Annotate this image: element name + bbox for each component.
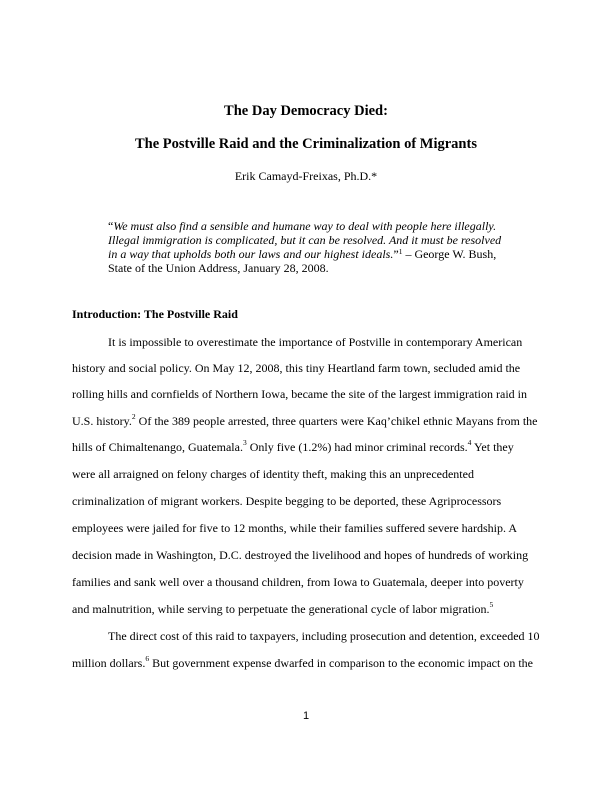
body-line (72, 414, 538, 429)
document-subtitle: The Postville Raid and the Criminalization of Migrants (135, 136, 477, 152)
footnote-ref[interactable]: 2 (131, 412, 136, 421)
line-text: decision made in Washington, D.C. destroyed the livelihood and hopes of hundreds of working (72, 548, 529, 562)
footnote-ref[interactable]: 3 (242, 438, 247, 447)
line-text: and malnutrition, while serving to perpetuate the generational cycle of labor migration. (72, 602, 490, 616)
line-text: Yet they (471, 440, 514, 454)
body-line (72, 521, 517, 536)
footnote-ref[interactable]: 5 (489, 600, 494, 609)
body-line (72, 361, 520, 376)
quote-line-2: Illegal immigration is complicated, but it can be resolved. And it must be resolved (108, 233, 502, 247)
body-line (72, 575, 524, 590)
body-line (108, 629, 540, 644)
line-text: It is impossible to overestimate the importance of Postville in contemporary American (108, 335, 523, 349)
line-text: But government expense dwarfed in comparison to the economic impact on the (149, 656, 533, 670)
footnote-ref[interactable]: 4 (467, 438, 472, 447)
line-text: Of the 389 people arrested, three quarters were Kaq’chikel ethnic Mayans from the (135, 414, 538, 428)
line-text: hills of Chimaltenango, Guatemala. (72, 440, 243, 454)
body-line (72, 467, 474, 482)
page-number: 1 (302, 710, 310, 722)
section-heading: Introduction: The Postville Raid (72, 307, 238, 321)
line-text: The direct cost of this raid to taxpayers, including prosecution and detention, exceeded 10 (108, 629, 540, 643)
body-line (72, 548, 528, 563)
body-line (72, 387, 527, 402)
attribution-source: State of the Union Address, January 28, 2008. (108, 261, 329, 275)
line-text: history and social policy. On May 12, 2008, this tiny Heartland farm town, secluded amid the (72, 361, 521, 375)
open-quote: “ (108, 219, 114, 233)
epigraph (108, 219, 518, 275)
line-text: criminalization of migrant workers. Despite begging to be deported, these Agriprocessors (72, 494, 502, 508)
line-text: were all arraigned on felony charges of identity theft, making this an unprecedented (72, 467, 474, 481)
line-text: million dollars. (72, 656, 146, 670)
line-text: Only five (1.2%) had minor criminal records. (246, 440, 468, 454)
body-line (72, 494, 501, 509)
attribution: – George W. Bush, (402, 247, 497, 261)
document-title: The Day Democracy Died: (224, 103, 388, 119)
line-text: rolling hills and cornfields of Northern Iowa, became the site of the largest immigration raid in (72, 387, 527, 401)
body-line (72, 602, 493, 617)
body-line (72, 656, 533, 671)
close-quote: ” (393, 247, 399, 261)
body-line (72, 440, 514, 455)
line-text: U.S. history. (72, 414, 132, 428)
quote-line-3: in a way that upholds both our laws and our highest ideals. (108, 247, 394, 261)
line-text: employees were jailed for five to 12 months, while their families suffered severe hardship. A (72, 521, 517, 535)
body-line (108, 335, 522, 350)
line-text: families and sank well over a thousand children, from Iowa to Guatemala, deeper into poverty (72, 575, 524, 589)
footnote-ref[interactable]: 6 (145, 654, 150, 663)
footnote-ref[interactable]: 1 (398, 247, 403, 256)
author-byline: Erik Camayd-Freixas, Ph.D.* (234, 169, 378, 183)
quote-line-1: We must also find a sensible and humane way to deal with people here illegally. (113, 219, 497, 233)
